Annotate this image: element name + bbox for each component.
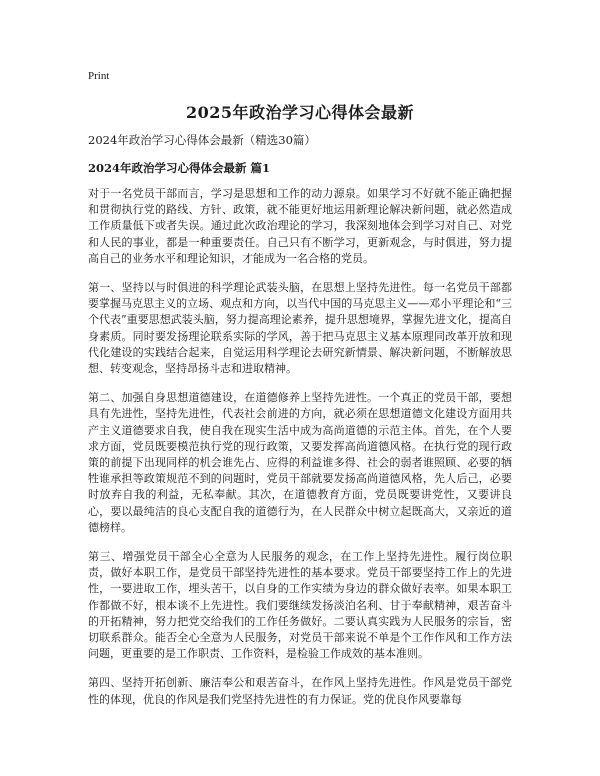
print-label[interactable]: Print [88,70,110,82]
paragraph-2: 第一、坚持以与时俱进的科学理论武装头脑，在思想上坚持先进性。每一名党员干部都要掌握马克思主义的立场、观点和方向，以当代中国的马克思主义——邓小平理论和“三个代表”重要思想武装头脑，努力提高理论素养，提升思想境界，掌握先进文化，提高自身素质。同时要发扬理论联系实际的学风，善于把马克思主义基本原理同改革开放和现代化建设的实践结合起来，自觉运用科学理论去研究新情景、解决新问题，不断解放思想、转变观念，坚持昂扬斗志和进取精神。 [88,281,512,376]
document-title: 2025年政治学习心得体会最新 [185,103,415,122]
body-text [88,186,512,721]
paragraph-1: 对于一名党员干部而言，学习是思想和工作的动力源泉。如果学习不好就不能正确把握和贯彻执行党的路线、方针、政策，就不能更好地运用新理论解决新问题，就必然造成工作质量低下或者失误。通过此次政治理论的学习，我深刻地体会到学习对自己、对党和人民的事业，都是一种重要责任。自己只有不断学习，更新观念，与时俱进，努力提高自己的业务水平和理论知识，才能成为一名合格的党员。 [88,187,512,265]
paragraph-3: 第二、加强自身思想道德建设，在道德修养上坚持先进性。一个真正的党员干部，要想具有先进性，坚持先进性，代表社会前进的方向，就必须在思想道德文化建设方面用共产主义道德要求自我，使自我在现实生活中成为高尚道德的示范主体。首先，在个人要求方面，党员既要模范执行党的现行政策，又要发挥高尚道德风格。在执行党的现行政策的前提下出现同样的机会谁先占、应得的利益谁多得、社会的弱者谁照顾、必要的牺牲谁承担等政策规范不到的问题时，党员干部就要发扬高尚道德风格，先人后己，必要时放弃自我的利益，无私奉献。其次，在道德教育方面，党员既要讲党性，又要讲良心，要以最纯洁的良心支配自我的道德行为，在人民群众中树立起既高大，又亲近的道德榜样。 [88,391,512,534]
document-subtitle: 2024年政治学习心得体会最新（精选30篇） [88,133,316,147]
section-heading: 2024年政治学习心得体会最新 篇1 [88,161,271,175]
paragraph-4: 第三、增强党员干部全心全意为人民服务的观念，在工作上坚持先进性。履行岗位职责，做好本职工作，是党员干部坚持先进性的基本要求。党员干部要坚持工作上的先进性，一要进取工作，埋头苦干，以自身的工作实绩为身边的群众做好表率。如果本职工作都做不好，根本谈不上先进性。我们要继续发扬淡泊名利、甘于奉献精神，艰苦奋斗的开拓精神，努力把党交给我们的工作任务做好。二要认真实践为人民服务的宗旨，密切联系群众。能否全心全意为人民服务，对党员干部来说不单是个工作作风和工作方法问题，更重要的是工作职责、工作资料，是检验工作成效的基本准则。 [88,550,512,661]
paragraph-5: 第四、坚持开拓创新、廉洁奉公和艰苦奋斗，在作风上坚持先进性。作风是党员干部党性的体现，优良的作风是我们党坚持先进性的有力保证。党的优良作风要靠每 [88,676,512,706]
